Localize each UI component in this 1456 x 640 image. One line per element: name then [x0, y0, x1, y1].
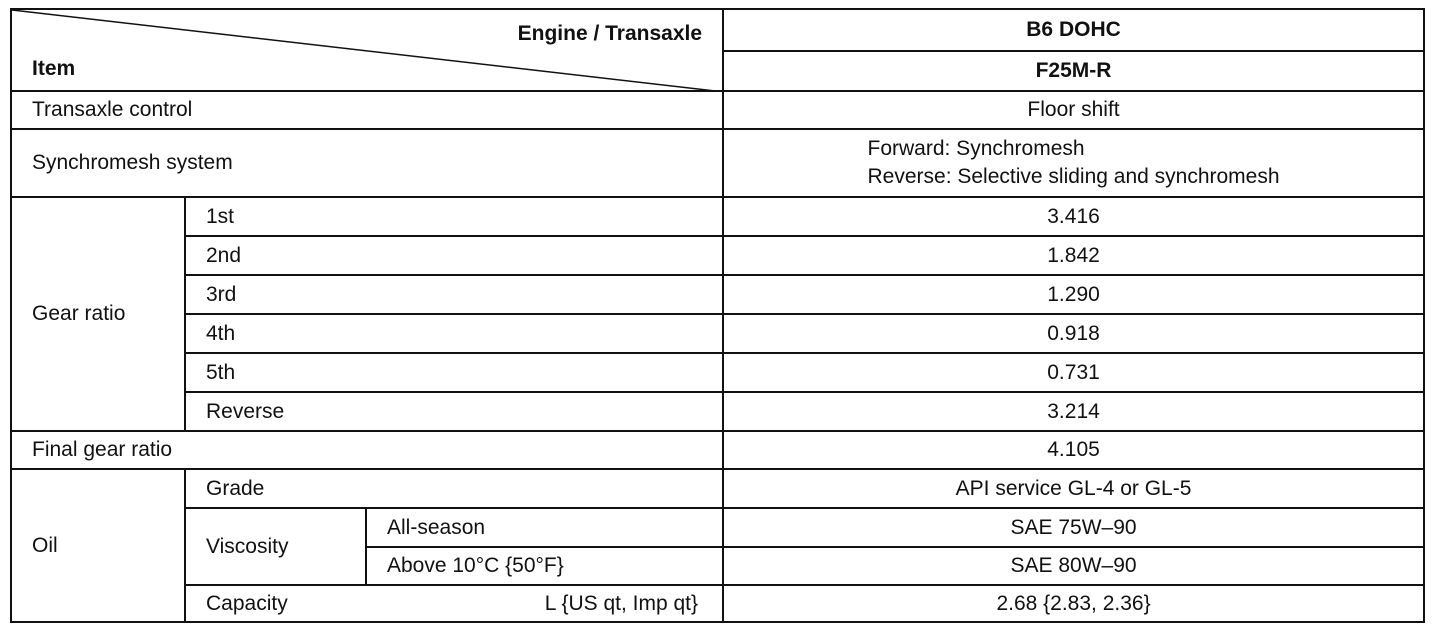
gear-name: 1st — [185, 197, 723, 236]
gear-name: 2nd — [185, 236, 723, 275]
gear-ratio-value: 1.842 — [723, 236, 1424, 275]
viscosity-above-label: Above 10°C {50°F} — [366, 547, 723, 585]
gear-ratio-value: 0.918 — [723, 314, 1424, 353]
gear-name: 3rd — [185, 275, 723, 314]
gear-ratio-value: 1.290 — [723, 275, 1424, 314]
oil-capacity-value: 2.68 {2.83, 2.36} — [723, 585, 1424, 622]
gear-name: Reverse — [185, 392, 723, 431]
gear-ratio-value: 3.214 — [723, 392, 1424, 431]
engine-model: B6 DOHC — [723, 9, 1424, 51]
engine-transaxle-label: Engine / Transaxle — [517, 22, 703, 45]
gear-ratio-value: 0.731 — [723, 353, 1424, 392]
viscosity-all-season-label: All-season — [366, 508, 723, 547]
synchromesh-forward: Forward: Synchromesh — [867, 137, 1085, 160]
transaxle-control-value: Floor shift — [723, 91, 1424, 129]
viscosity-all-season-value: SAE 75W–90 — [723, 508, 1424, 547]
transaxle-spec-table — [10, 8, 1425, 623]
item-label: Item — [32, 57, 76, 80]
oil-grade-label: Grade — [185, 469, 723, 508]
synchromesh-value — [723, 129, 1424, 197]
synchromesh-reverse: Reverse: Selective sliding and synchromesh — [867, 165, 1280, 188]
final-gear-ratio-label: Final gear ratio — [11, 431, 723, 469]
transaxle-control-label: Transaxle control — [11, 91, 723, 129]
oil-capacity-unit: L {US qt, Imp qt} — [544, 591, 699, 615]
header-diagonal-cell — [11, 9, 723, 91]
oil-capacity-label: Capacity — [206, 591, 288, 615]
synchromesh-label: Synchromesh system — [11, 129, 723, 197]
oil-capacity-cell — [185, 585, 723, 622]
gear-ratio-label: Gear ratio — [11, 197, 185, 431]
transaxle-model: F25M-R — [723, 51, 1424, 91]
gear-name: 4th — [185, 314, 723, 353]
gear-name: 5th — [185, 353, 723, 392]
oil-grade-value: API service GL-4 or GL-5 — [723, 469, 1424, 508]
oil-label: Oil — [11, 469, 185, 622]
gear-ratio-value: 3.416 — [723, 197, 1424, 236]
viscosity-above-value: SAE 80W–90 — [723, 547, 1424, 585]
oil-viscosity-label: Viscosity — [185, 508, 366, 585]
spec-table-frame — [10, 8, 1423, 626]
final-gear-ratio-value: 4.105 — [723, 431, 1424, 469]
